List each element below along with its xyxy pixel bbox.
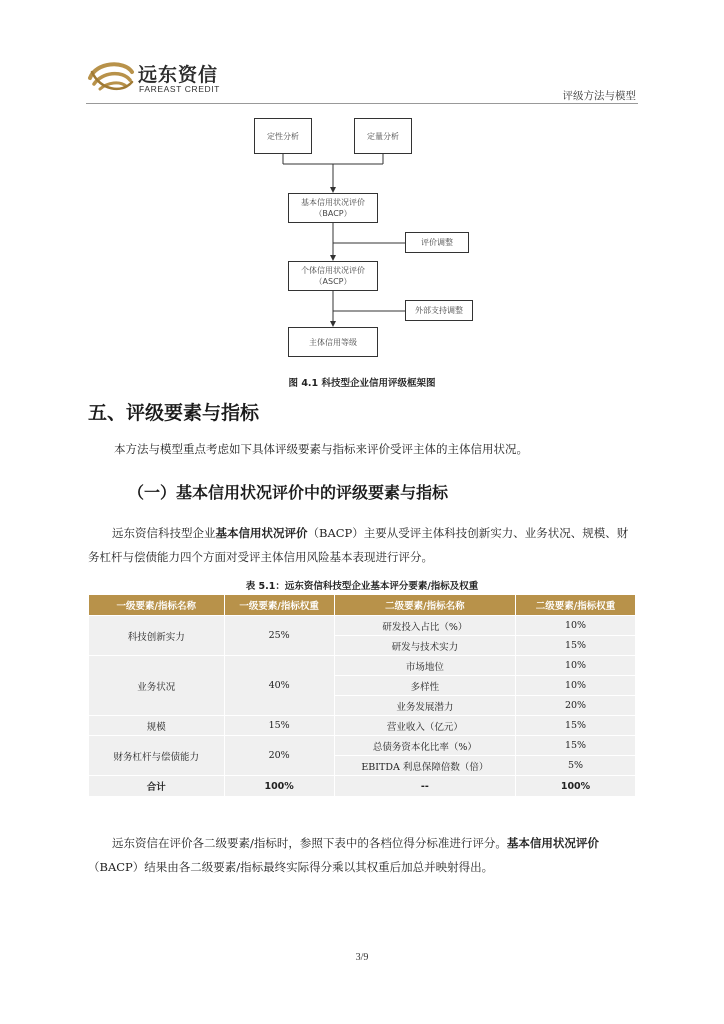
level2-name-cell: 业务发展潜力 (334, 696, 515, 716)
para2-bold-term-end: 价 (587, 836, 599, 850)
level2-weight-cell: 15% (516, 736, 636, 756)
level2-name-cell: 研发投入占比（%） (334, 616, 515, 636)
level2-name-cell: 总债务资本化比率（%） (334, 736, 515, 756)
level2-name-cell: 市场地位 (334, 656, 515, 676)
flow-bacp-line1: 基本信用状况评价 (301, 198, 365, 207)
rating-framework-flowchart (240, 112, 490, 362)
table-total-row (89, 776, 636, 797)
table-caption: 表 5.1：远东资信科技型企业基本评分要素/指标及权重 (245, 581, 479, 592)
section-title: 五、评级要素与指标 (88, 402, 260, 424)
flow-box-bacp (288, 193, 378, 223)
table-row (89, 616, 636, 636)
level1-name-cell: 科技创新实力 (89, 616, 225, 656)
level2-weight-cell: 10% (516, 616, 636, 636)
table-row (89, 656, 636, 676)
level2-weight-cell: 10% (516, 676, 636, 696)
paragraph-bacp-result (88, 831, 636, 879)
level2-name-cell: EBITDA 利息保障倍数（倍） (334, 756, 515, 776)
para1-part-a: 远东资信科技型企业 (112, 526, 216, 540)
flow-box-quantitative: 定量分析 (354, 118, 412, 154)
figure-caption: 图 4.1 科技型企业信用评级框架图 (288, 378, 436, 389)
level1-weight-cell: 15% (224, 716, 334, 736)
page-number: 3/9 (355, 952, 369, 963)
level2-weight-cell: 10% (516, 656, 636, 676)
flow-bacp-line2: （BACP） (314, 209, 352, 218)
level2-name-cell: 多样性 (334, 676, 515, 696)
para1-part-d: 模、财务杠杆与偿债能力四个方面对受评主体信用风险基本表现进行评分。 (88, 526, 629, 564)
level2-weight-cell: 15% (516, 716, 636, 736)
header-cell-level2-name: 二级要素/指标名称 (334, 595, 515, 616)
subsection-title: （一）基本信用状况评价中的评级要素与指标 (128, 483, 449, 502)
header-cell-level1-name: 一级要素/指标名称 (89, 595, 225, 616)
para1-part-c: （BACP）主要从受评主体科技创新实力、业务状况、规 (307, 526, 594, 540)
level1-name-cell: 业务状况 (89, 656, 225, 716)
level1-name-cell: 财务杠杆与偿债能力 (89, 736, 225, 776)
level2-name-cell: 营业收入（亿元） (334, 716, 515, 736)
paragraph-bacp-intro (88, 521, 636, 569)
flow-ascp-line2: （ASCP） (314, 277, 352, 286)
header-cell-level2-weight: 二级要素/指标权重 (516, 595, 636, 616)
total-name2-cell: -- (334, 776, 515, 797)
header-divider (86, 103, 638, 104)
para2-part-d: （BACP）结果由各二级要素/指标最终实际得分乘以其权重后加总并映射得出。 (88, 860, 494, 874)
level1-name-cell: 规模 (89, 716, 225, 736)
brand-name-cn: 远东资信 (138, 64, 219, 86)
level2-name-cell: 研发与技术实力 (334, 636, 515, 656)
section-intro: 本方法与模型重点考虑如下具体评级要素与指标来评价受评主体的主体信用状况。 (114, 442, 528, 456)
para1-bold-term: 基本信用状况评价 (215, 526, 308, 540)
flow-box-ascp (288, 261, 378, 291)
table-header-row (89, 595, 636, 616)
scoring-elements-table (88, 594, 636, 797)
table-row (89, 716, 636, 736)
flow-box-qualitative: 定性分析 (254, 118, 312, 154)
level2-weight-cell: 20% (516, 696, 636, 716)
flow-box-external-support: 外部支持调整 (405, 300, 473, 321)
flow-box-rating-adjust: 评价调整 (405, 232, 469, 253)
total-label-cell: 合计 (89, 776, 225, 797)
level2-weight-cell: 5% (516, 756, 636, 776)
level2-weight-cell: 15% (516, 636, 636, 656)
level1-weight-cell: 25% (224, 616, 334, 656)
brand-name-en: FAREAST CREDIT (139, 84, 220, 94)
para2-bold-term: 基本信用状况评 (506, 836, 588, 850)
flow-ascp-line1: 个体信用状况评价 (301, 266, 365, 275)
level1-weight-cell: 20% (224, 736, 334, 776)
document-series-title: 评级方法与模型 (562, 90, 636, 102)
table-row (89, 736, 636, 756)
flow-box-final-rating: 主体信用等级 (288, 327, 378, 357)
header-cell-level1-weight: 一级要素/指标权重 (224, 595, 334, 616)
level1-weight-cell: 40% (224, 656, 334, 716)
total-weight2-cell: 100% (516, 776, 636, 797)
total-weight1-cell: 100% (224, 776, 334, 797)
para2-part-a: 远东资信在评价各二级要素/指标时，参照下表中的各档位得分标准进行评分。 (112, 836, 507, 850)
